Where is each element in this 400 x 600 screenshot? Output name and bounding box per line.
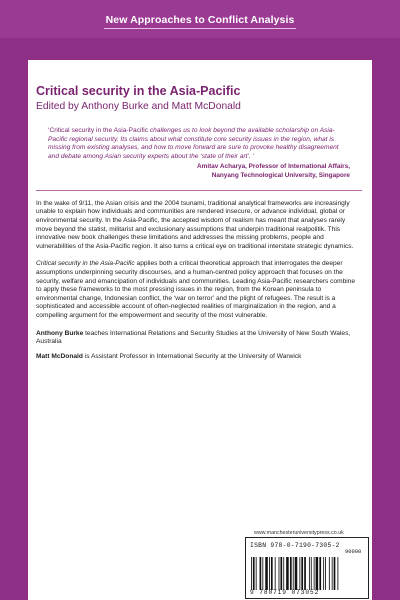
barcode-stripe — [283, 557, 284, 590]
description-paragraph-2 — [36, 260, 362, 320]
barcode-stripe — [262, 557, 263, 590]
description-paragraph-1: In the wake of 9/11, the Asian crisis and the 2004 tsunami, traditional analytical frameworks are increasingly unable to explain how individuals and communities are rendered insecure, or advance individual, global or environmental security. In the Asia-Pacific, the accepted wisdom of realism has meant that analyses rarely move beyond the statist, militarist and exclusionary assumptions that underpin traditional realpolitik. This innovative new book challenges these limitations and addresses the missing problems, people and vulnerabilities of the Asia-Pacific region. It also turns a critical eye on traditional interstate strategic dynamics. — [36, 199, 354, 250]
barcode-stripe — [269, 557, 270, 590]
series-banner — [0, 0, 400, 38]
barcode-stripe — [251, 557, 252, 590]
series-title: New Approaches to Conflict Analysis — [105, 14, 295, 26]
isbn-barcode — [245, 537, 369, 599]
section-divider — [36, 190, 362, 191]
barcode-bars — [250, 557, 364, 590]
barcode-stripe — [286, 557, 289, 590]
barcode-stripe — [265, 557, 268, 590]
barcode-stripe — [319, 557, 321, 590]
bio-name: Matt McDonald — [36, 352, 83, 360]
attribution-affiliation: Nanyang Technological University, Singapore — [211, 171, 350, 179]
barcode-stripe — [280, 557, 282, 590]
barcode-stripe — [325, 557, 326, 590]
barcode-stripe — [299, 557, 300, 590]
barcode-stripe — [304, 557, 306, 590]
barcode-stripe — [260, 557, 262, 590]
barcode-stripe — [256, 557, 257, 590]
endorsement-quote — [48, 127, 350, 161]
barcode-stripe — [334, 557, 336, 590]
barcode-stripe — [332, 557, 333, 590]
barcode-stripe — [323, 557, 324, 590]
paragraph-book-title: Critical security in the Asia-Pacific — [36, 260, 135, 268]
text-column — [36, 84, 362, 361]
book-title: Critical security in the Asia-Pacific — [36, 84, 241, 98]
barcode-stripe — [295, 557, 298, 590]
quote-close: ’ — [250, 152, 255, 160]
barcode-stripe — [253, 557, 255, 590]
quote-emphasis: challenges us to look beyond the available scholarship on Asia-Pacific regional security. Its claims about what constitute core security issues in the region, what is missing from existing analyses, and how to move forward are sure to provoke healthy disagreement and debate among Asian security experts about the ‘state of their art’. — [48, 127, 339, 160]
series-underline — [104, 28, 296, 29]
quote-text — [48, 127, 350, 161]
barcode-number: 9 780719 073052 — [250, 589, 320, 596]
editor-bio-burke — [36, 330, 362, 347]
barcode-stripe — [314, 557, 315, 590]
barcode-stripe — [316, 557, 319, 590]
bio-text: is Assistant Professor in International Security at the University of Warwick — [82, 352, 302, 360]
content-panel — [28, 60, 372, 600]
barcode-stripe — [279, 557, 280, 590]
editor-bio-mcdonald — [36, 353, 362, 362]
publisher-website: www.manchesteruniversitypress.co.uk — [254, 530, 344, 536]
bio-name: Anthony Burke — [36, 329, 84, 337]
attribution-name: Amitav Acharya, Professor of International Affairs, — [197, 163, 350, 171]
book-editors: Edited by Anthony Burke and Matt McDonald — [36, 101, 241, 112]
barcode-stripe — [293, 557, 294, 590]
paragraph-body: applies both a critical theoretical approach that interrogates the deeper assumptions underpinning security discourses, and a human-centred policy approach that focuses on the security, welfare and emancipation of individuals and communities. Leading Asia-Pacific researchers combine to apply these frameworks to the most pressing issues in the region, from the Korean peninsula to environmental change, Indonesian conflict, the ‘war on terror’ and the plight of refugees. The result is a sophisticated and accessible account of often-neglected realities of marginalization in the region, and a compelling argument for the empowerment and security of the most vulnerable. — [36, 260, 356, 319]
barcode-stripe — [301, 557, 303, 590]
barcode-stripe — [329, 557, 330, 590]
quote-attribution — [36, 163, 350, 179]
barcode-stripe — [311, 557, 312, 590]
price-code: 90000 — [345, 549, 362, 555]
barcode-stripe — [271, 557, 273, 590]
barcode-stripe — [275, 557, 276, 590]
barcode-stripe — [290, 557, 292, 590]
bio-text: teaches International Relations and Security Studies at the University of New South Wales, Australia — [36, 329, 351, 346]
barcode-stripe — [309, 557, 310, 590]
barcode-stripe — [337, 557, 338, 590]
quote-open: ‘Critical security in the Asia-Pacific — [48, 127, 150, 134]
isbn-text: ISBN 978-0-7190-7305-2 — [250, 542, 340, 549]
